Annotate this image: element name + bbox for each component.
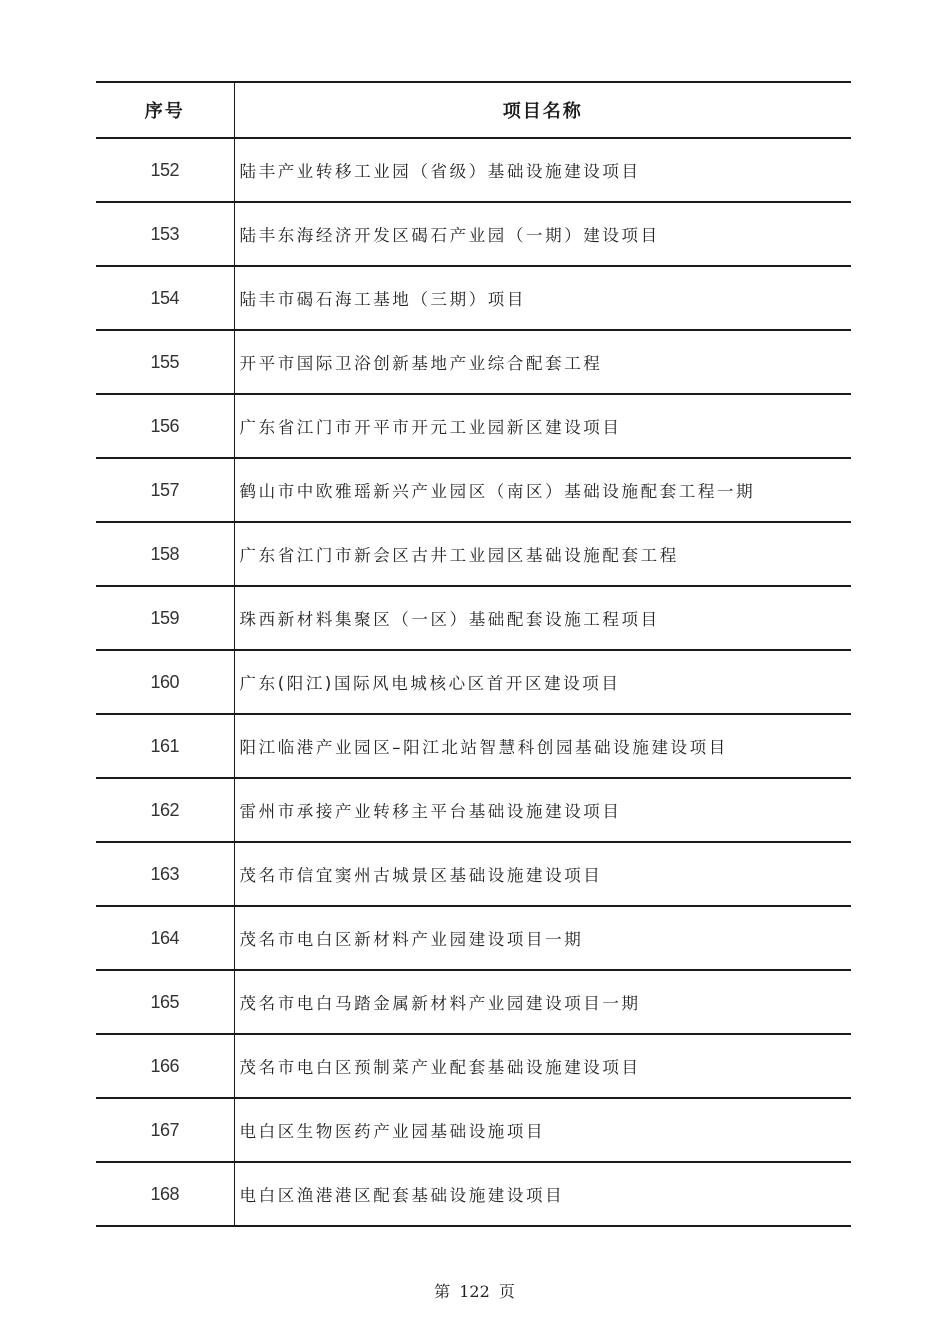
table-row	[96, 906, 851, 970]
table-row	[96, 778, 851, 842]
row-project-name: 陆丰市碣石海工基地（三期）项目	[234, 266, 851, 330]
row-serial-number: 161	[96, 714, 234, 778]
row-serial-number: 152	[96, 138, 234, 202]
row-project-name: 茂名市电白马踏金属新材料产业园建设项目一期	[234, 970, 851, 1034]
row-project-name: 广东(阳江)国际风电城核心区首开区建设项目	[234, 650, 851, 714]
row-serial-number: 165	[96, 970, 234, 1034]
row-project-name: 雷州市承接产业转移主平台基础设施建设项目	[234, 778, 851, 842]
row-serial-number: 159	[96, 586, 234, 650]
table-row	[96, 330, 851, 394]
row-serial-number: 158	[96, 522, 234, 586]
row-serial-number: 155	[96, 330, 234, 394]
table-row	[96, 394, 851, 458]
table-row	[96, 586, 851, 650]
table-row	[96, 1098, 851, 1162]
row-serial-number: 166	[96, 1034, 234, 1098]
row-project-name: 广东省江门市新会区古井工业园区基础设施配套工程	[234, 522, 851, 586]
table-row	[96, 842, 851, 906]
table-row	[96, 138, 851, 202]
row-project-name: 广东省江门市开平市开元工业园新区建设项目	[234, 394, 851, 458]
row-project-name: 电白区渔港港区配套基础设施建设项目	[234, 1162, 851, 1226]
row-project-name: 陆丰产业转移工业园（省级）基础设施建设项目	[234, 138, 851, 202]
row-serial-number: 160	[96, 650, 234, 714]
row-serial-number: 157	[96, 458, 234, 522]
row-serial-number: 168	[96, 1162, 234, 1226]
table-header-row	[96, 82, 851, 138]
table-row	[96, 970, 851, 1034]
table-row	[96, 1034, 851, 1098]
row-serial-number: 163	[96, 842, 234, 906]
table-row	[96, 1162, 851, 1226]
row-project-name: 陆丰东海经济开发区碣石产业园（一期）建设项目	[234, 202, 851, 266]
row-serial-number: 156	[96, 394, 234, 458]
row-project-name: 电白区生物医药产业园基础设施项目	[234, 1098, 851, 1162]
table-row	[96, 522, 851, 586]
row-project-name: 茂名市电白区预制菜产业配套基础设施建设项目	[234, 1034, 851, 1098]
row-serial-number: 167	[96, 1098, 234, 1162]
table-row	[96, 650, 851, 714]
row-serial-number: 164	[96, 906, 234, 970]
row-project-name: 珠西新材料集聚区（一区）基础配套设施工程项目	[234, 586, 851, 650]
header-project-name: 项目名称	[234, 82, 851, 138]
row-serial-number: 153	[96, 202, 234, 266]
row-project-name: 阳江临港产业园区–阳江北站智慧科创园基础设施建设项目	[234, 714, 851, 778]
project-list-table	[96, 81, 851, 1227]
table-row	[96, 458, 851, 522]
row-serial-number: 154	[96, 266, 234, 330]
page-number: 第 122 页	[434, 1282, 515, 1301]
row-project-name: 茂名市信宜窦州古城景区基础设施建设项目	[234, 842, 851, 906]
table-row	[96, 266, 851, 330]
table-row	[96, 714, 851, 778]
table-row	[96, 202, 851, 266]
row-project-name: 开平市国际卫浴创新基地产业综合配套工程	[234, 330, 851, 394]
row-serial-number: 162	[96, 778, 234, 842]
row-project-name: 鹤山市中欧雅瑶新兴产业园区（南区）基础设施配套工程一期	[234, 458, 851, 522]
header-serial-number: 序号	[96, 82, 234, 138]
row-project-name: 茂名市电白区新材料产业园建设项目一期	[234, 906, 851, 970]
